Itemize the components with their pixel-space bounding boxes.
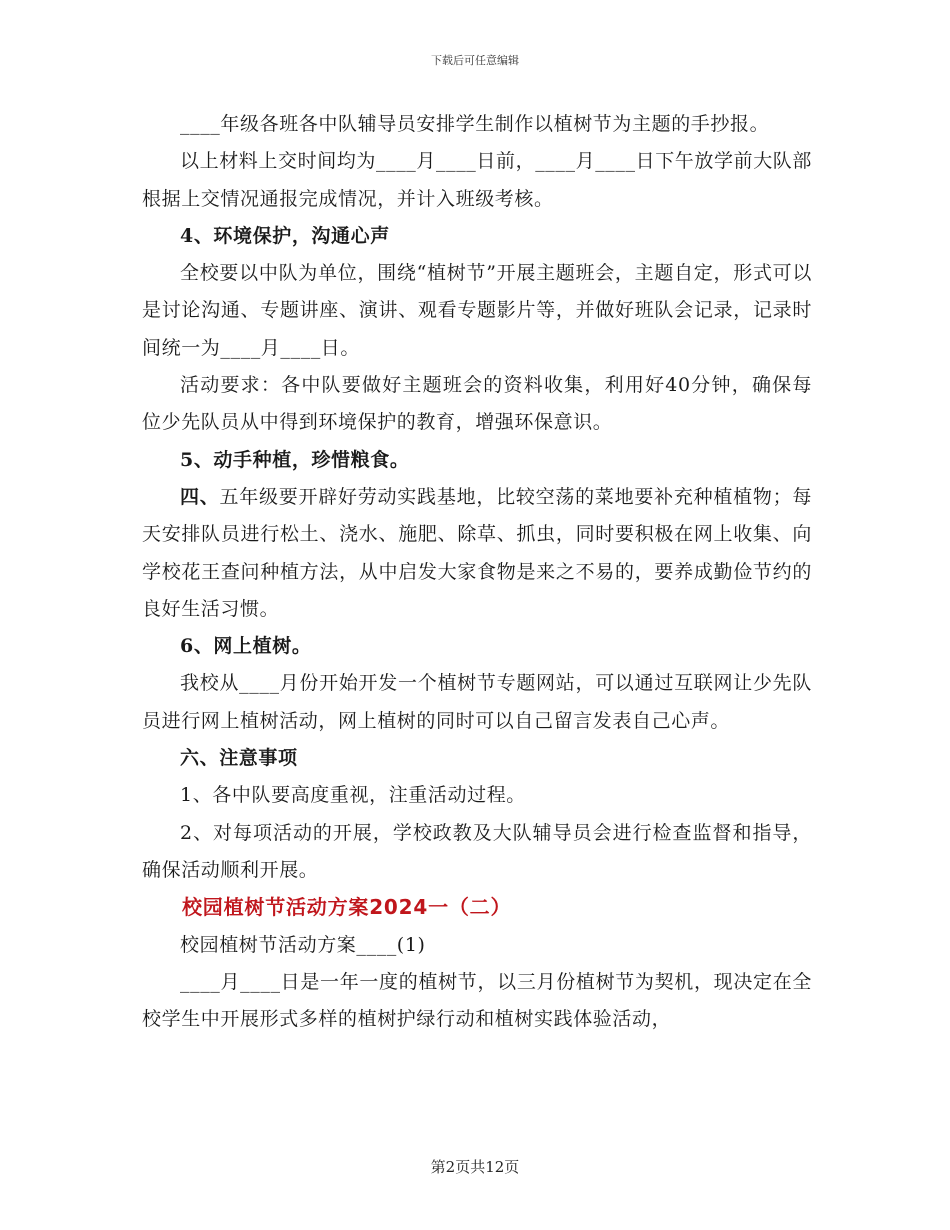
section-title: 校园植树节活动方案2024一（二） [182, 895, 512, 920]
paragraph: 活动要求：各中队要做好主题班会的资料收集，利用好40分钟，确保每位少先队员从中得到环境保护的教育，增强环保意识。 [142, 374, 812, 434]
paragraph: 1、各中队要高度重视，注重活动过程。 [180, 784, 526, 807]
paragraph: 校园植树节活动方案____(1) [180, 933, 426, 956]
paragraph [142, 479, 812, 628]
paragraph-text: 五年级要开辟好劳动实践基地，比较空荡的菜地要补充种植植物；每天安排队员进行松土、浇水、施肥、除草、抓虫，同时要积极在网上收集、向学校花王查问种植方法，从中启发大家食物是来之不易的，要养成勤俭节约的良好生活习惯。 [142, 485, 812, 620]
paragraph: ____月____日是一年一度的植树节，以三月份植树节为契机，现决定在全校学生中开展形式多样的植树护绿行动和植树实践体验活动， [142, 970, 812, 1031]
section-heading: 六、注意事项 [180, 747, 298, 770]
page-header: 下载后可任意编辑 [431, 54, 519, 67]
page-footer: 第2页共12页 [430, 1158, 520, 1176]
section-heading: 5、动手种植，珍惜粮食。 [180, 448, 410, 471]
paragraph: 以上材料上交时间均为____月____日前，____月____日下午放学前大队部根据上交情况通报完成情况，并计入班级考核。 [142, 150, 813, 210]
paragraph: 2、对每项活动的开展，学校政教及大队辅导员会进行检查监督和指导，确保活动顺利开展。 [142, 821, 812, 881]
paragraph: 全校要以中队为单位，围绕“植树节”开展主题班会，主题自定，形式可以是讨论沟通、专题讲座、演讲、观看专题影片等，并做好班队会记录，记录时间统一为____月____日。 [142, 262, 812, 359]
paragraph-lead: 四、 [180, 485, 220, 508]
section-heading: 6、网上植树。 [180, 635, 312, 658]
paragraph: 我校从____月份开始开发一个植树节专题网站，可以通过互联网让少先队员进行网上植树活动，网上植树的同时可以自己留言发表自己心声。 [142, 672, 812, 732]
document-body [142, 106, 812, 1038]
paragraph: ____年级各班各中队辅导员安排学生制作以植树节为主题的手抄报。 [180, 113, 770, 135]
section-heading: 4、环境保护，沟通心声 [180, 224, 390, 247]
